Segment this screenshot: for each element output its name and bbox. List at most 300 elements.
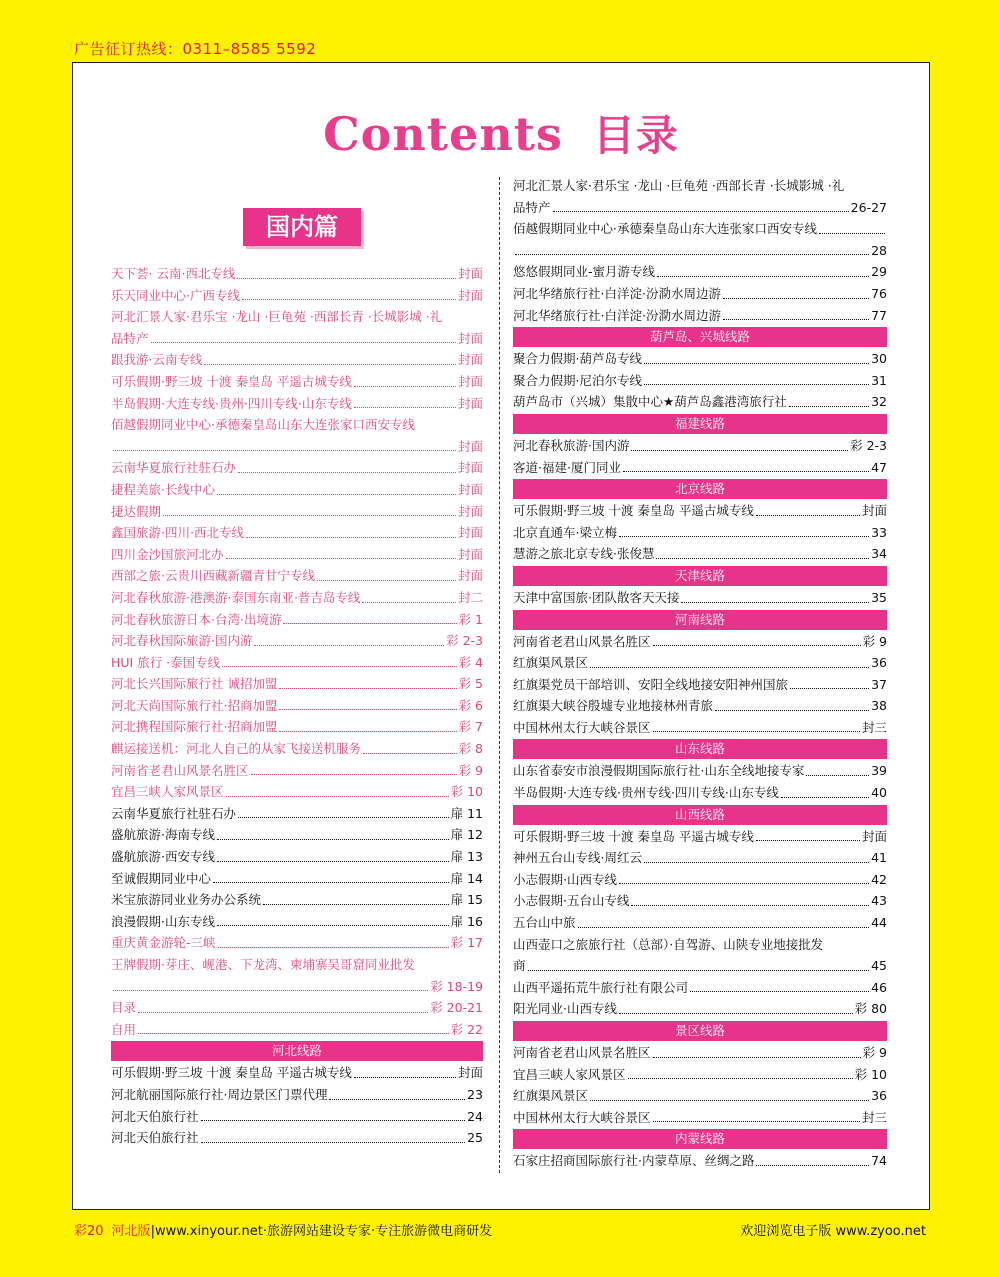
toc-entry[interactable] — [111, 716, 483, 738]
entry-page: 39 — [871, 763, 887, 779]
entry-title: 红旗渠风景区 — [513, 1088, 589, 1104]
entry-title: 宜昌三峡人家风景区 — [513, 1066, 626, 1082]
dot-leader — [354, 393, 456, 409]
entry-page: 彩 5 — [458, 676, 483, 692]
toc-entry[interactable] — [513, 998, 887, 1020]
toc-entry[interactable] — [513, 500, 887, 522]
toc-entry[interactable] — [513, 955, 887, 977]
route-band: 北京线路 — [513, 479, 887, 499]
toc-entry[interactable] — [513, 890, 887, 912]
entry-title: 云南华夏旅行社驻石办 — [111, 460, 237, 476]
entry-title: 捷达假期 — [111, 503, 162, 519]
entry-page: 42 — [871, 871, 887, 887]
column-divider — [499, 177, 500, 1173]
entry-page: 33 — [871, 524, 887, 540]
dot-leader — [279, 695, 456, 711]
entry-title: 乐天同业中心·广西专线 — [111, 287, 240, 303]
ad-hotline: 广告征订热线：0311–8585 5592 — [74, 40, 317, 58]
left-column — [111, 263, 483, 1149]
dot-leader — [806, 760, 869, 776]
dot-leader — [362, 587, 456, 603]
dot-leader — [644, 370, 869, 386]
toc-entry[interactable] — [111, 436, 483, 458]
dot-leader — [201, 1106, 466, 1122]
route-band: 山东线路 — [513, 739, 887, 759]
route-band: 河南线路 — [513, 610, 887, 630]
toc-entry[interactable] — [513, 261, 887, 283]
entry-title: 河北携程国际旅行社·招商加盟 — [111, 719, 278, 735]
edition-label: 河北版 — [111, 1224, 151, 1239]
entry-title: 西部之旅·云贵川西藏新疆青甘宁专线 — [111, 568, 315, 584]
dot-leader — [515, 240, 869, 256]
dot-leader — [242, 285, 456, 301]
dot-leader — [317, 565, 456, 581]
entry-title: 自用 — [111, 1021, 137, 1037]
route-band: 内蒙线路 — [513, 1129, 887, 1149]
dot-leader — [619, 522, 869, 538]
entry-title: 河北春秋旅游·港澳游·泰国东南亚·普吉岛专线 — [111, 589, 361, 605]
entry-title: 宜昌三峡人家风景区 — [111, 784, 224, 800]
toc-entry[interactable] — [111, 932, 483, 954]
entry-title: 麒运接送机：河北人自己的从家飞接送机服务 — [111, 741, 362, 757]
entry-title: 河北天伯旅行社 — [111, 1108, 199, 1124]
dot-leader — [653, 631, 861, 647]
entry-page: 彩 80 — [854, 1001, 887, 1017]
entry-title: 河南省老君山风景名胜区 — [513, 1045, 651, 1060]
toc-entry[interactable] — [513, 847, 887, 869]
dot-leader — [756, 1150, 869, 1166]
dot-leader — [781, 782, 869, 798]
toc-entry[interactable] — [513, 977, 887, 999]
entry-page: 封面 — [457, 525, 483, 541]
entry-title: 山东省泰安市浪漫假期国际旅行社·山东全线地接专家 — [513, 763, 805, 779]
toc-entry[interactable] — [111, 781, 483, 803]
dot-leader — [553, 197, 849, 213]
toc-entry[interactable] — [111, 997, 483, 1019]
entry-title: 河北长兴国际旅行社 诚招加盟 — [111, 676, 278, 692]
toc-entry[interactable] — [513, 695, 887, 717]
entry-title: 云南华夏旅行社驻石办 — [111, 805, 237, 821]
entry-page: 封面 — [457, 438, 483, 454]
entry-page: 36 — [871, 1088, 887, 1104]
toc-entry[interactable] — [111, 976, 483, 998]
entry-title: 聚合力假期·尼泊尔专线 — [513, 372, 642, 388]
entry-page: 封面 — [457, 287, 483, 303]
entry-page: 彩 2-3 — [850, 437, 887, 453]
toc-entry[interactable] — [513, 197, 887, 219]
entry-page: 封面 — [457, 395, 483, 411]
dot-leader — [246, 522, 456, 538]
toc-entry[interactable] — [513, 631, 887, 653]
toc-entry[interactable] — [513, 826, 887, 848]
dot-leader — [631, 890, 869, 906]
dot-leader — [628, 1064, 853, 1080]
toc-entry[interactable] — [513, 782, 887, 804]
entry-title: 品特产 — [111, 330, 149, 346]
toc-entry[interactable] — [111, 1127, 483, 1149]
dot-leader — [631, 435, 848, 451]
dot-leader — [723, 283, 869, 299]
entry-title: 半岛假期·大连专线·贵州·四川专线·山东专线 — [111, 395, 352, 411]
entry-title: 石家庄招商国际旅行社·内蒙草原、丝绸之路 — [513, 1153, 755, 1169]
toc-entry[interactable] — [111, 522, 483, 544]
entry-page: 封面 — [861, 828, 887, 844]
dot-leader — [715, 695, 869, 711]
toc-entry[interactable] — [513, 522, 887, 544]
entry-page: 76 — [871, 285, 887, 301]
dot-leader — [283, 609, 456, 625]
section-domestic-tag: 国内篇 — [243, 208, 361, 246]
entry-title: 重庆黄金游轮-三峡 — [111, 935, 216, 951]
entry-page: 34 — [871, 546, 887, 562]
toc-entry[interactable] — [111, 371, 483, 393]
dot-leader — [656, 543, 869, 559]
entry-title: 河北汇景人家·君乐宝 ·龙山 ·巨龟苑 ·西部长青 ·长城影城 ·礼 — [513, 178, 845, 193]
entry-page: 40 — [871, 785, 887, 801]
dot-leader — [201, 1127, 466, 1143]
entry-page: 26-27 — [850, 199, 887, 215]
entry-page: 彩 10 — [854, 1066, 887, 1082]
dot-leader — [653, 1042, 861, 1058]
entry-title: 河北天尚国际旅行社·招商加盟 — [111, 697, 278, 713]
entry-title: 河南省老君山风景名胜区 — [513, 633, 651, 649]
toc-entry[interactable] — [111, 587, 483, 609]
toc-entry[interactable] — [513, 175, 887, 197]
entry-page: 扉 15 — [450, 892, 483, 908]
entry-title: 悠悠假期同业-蜜月游专线 — [513, 264, 656, 280]
entry-page: 77 — [871, 307, 887, 323]
toc-entry[interactable] — [111, 760, 483, 782]
entry-title: 可乐假期·野三坡 十渡 秦皇岛 平遥古城专线 — [111, 1065, 352, 1081]
dot-leader — [329, 1084, 465, 1100]
toc-entry[interactable] — [111, 673, 483, 695]
entry-title: 米宝旅游同业业务办公系统 — [111, 892, 262, 908]
toc-entry[interactable] — [513, 674, 887, 696]
dot-leader — [238, 803, 449, 819]
toc-entry[interactable] — [111, 652, 483, 674]
toc-entry[interactable] — [111, 479, 483, 501]
entry-title: 盛航旅游·海南专线 — [111, 827, 215, 843]
dot-leader — [217, 846, 449, 862]
entry-page: 46 — [871, 979, 887, 995]
toc-entry[interactable] — [513, 457, 887, 479]
dot-leader — [138, 1019, 449, 1035]
dot-leader — [113, 436, 456, 452]
toc-entry[interactable] — [513, 1085, 887, 1107]
route-band: 天津线路 — [513, 566, 887, 586]
entry-page: 扉 16 — [450, 913, 483, 929]
toc-entry[interactable] — [111, 328, 483, 350]
dot-leader — [644, 348, 869, 364]
toc-entry[interactable] — [111, 349, 483, 371]
entry-title: 商 — [513, 958, 526, 974]
toc-entry[interactable] — [111, 285, 483, 307]
dot-leader — [279, 716, 456, 732]
dot-leader — [528, 955, 870, 971]
entry-page: 74 — [871, 1153, 887, 1169]
dot-leader — [578, 912, 870, 928]
entry-title: 捷程美旅·长线中心 — [111, 481, 215, 497]
entry-page: 彩 6 — [458, 697, 483, 713]
entry-page: 封面 — [457, 352, 483, 368]
entry-page: 35 — [871, 589, 887, 605]
dot-leader — [237, 263, 456, 279]
entry-page: 41 — [871, 850, 887, 866]
entry-title: 红旗渠风景区 — [513, 655, 589, 671]
dot-leader — [163, 501, 456, 517]
dot-leader — [279, 673, 456, 689]
entry-title: 聚合力假期·葫芦岛专线 — [513, 351, 642, 367]
dot-leader — [644, 847, 869, 863]
toc-entry[interactable] — [111, 803, 483, 825]
entry-page: 彩 4 — [458, 654, 483, 670]
entry-page: 封面 — [457, 330, 483, 346]
entry-title: 四川金沙国旅河北办 — [111, 546, 224, 562]
entry-page: 封面 — [457, 373, 483, 389]
entry-title: 盛航旅游·西安专线 — [111, 849, 215, 865]
entry-title: HUI 旅行 ·泰国专线 — [111, 654, 221, 670]
dot-leader — [217, 479, 456, 495]
entry-page: 31 — [871, 372, 887, 388]
dot-leader — [690, 977, 869, 993]
website-line[interactable]: |www.xinyour.net·旅游网站建设专家·专注旅游微电商研发 — [150, 1224, 493, 1239]
entry-page: 45 — [871, 958, 887, 974]
dot-leader — [653, 1107, 860, 1123]
dot-leader — [723, 305, 869, 321]
dot-leader — [226, 781, 449, 797]
toc-entry[interactable] — [513, 652, 887, 674]
toc-entry[interactable] — [513, 218, 887, 240]
entry-page: 扉 11 — [450, 805, 483, 821]
entry-title: 可乐假期·野三坡 十渡 秦皇岛 平遥古城专线 — [513, 828, 754, 844]
entry-title: 河北华绪旅行社·白洋淀·汾泐水周边游 — [513, 307, 721, 323]
page-number: 彩20 — [74, 1224, 104, 1239]
dot-leader — [213, 868, 449, 884]
toc-entry[interactable] — [513, 717, 887, 739]
entry-page: 44 — [871, 915, 887, 931]
entry-page: 彩 2-3 — [446, 633, 483, 649]
entry-title: 半岛假期·大连专线·贵州专线·四川专线·山东专线 — [513, 785, 779, 801]
dot-leader — [151, 328, 456, 344]
dot-leader — [363, 738, 457, 754]
dot-leader — [756, 826, 860, 842]
toc-entry[interactable] — [111, 263, 483, 285]
dot-leader — [251, 760, 457, 776]
entry-page: 封面 — [457, 568, 483, 584]
dot-leader — [354, 1062, 456, 1078]
entry-title: 阳光同业·山西专线 — [513, 1001, 617, 1017]
toc-entry[interactable] — [513, 760, 887, 782]
toc-entry[interactable] — [513, 869, 887, 891]
dot-leader — [623, 457, 869, 473]
toc-entry[interactable] — [513, 305, 887, 327]
toc-entry[interactable] — [111, 695, 483, 717]
dot-leader — [263, 889, 449, 905]
toc-entry[interactable] — [111, 1084, 483, 1106]
entry-page: 封三 — [861, 1109, 887, 1125]
entry-title: 河北春秋旅游日本·台湾·出境游 — [111, 611, 282, 627]
toc-entry[interactable] — [513, 435, 887, 457]
entry-page: 封面 — [457, 481, 483, 497]
entry-title: 可乐假期·野三坡 十渡 秦皇岛 平遥古城专线 — [513, 503, 754, 519]
entry-title: 葫芦岛市（兴城）集散中心★葫芦岛鑫港湾旅行社 — [513, 394, 787, 410]
dot-leader — [619, 869, 869, 885]
toc-entry[interactable] — [513, 1064, 887, 1086]
dot-leader — [254, 630, 444, 646]
entry-title: 河北华绪旅行社·白洋淀·汾泐水周边游 — [513, 285, 721, 301]
toc-entry[interactable] — [111, 824, 483, 846]
toc-entry[interactable] — [513, 348, 887, 370]
entry-title: 河北春秋国际旅游·国内游 — [111, 633, 253, 649]
entry-page: 封面 — [457, 546, 483, 562]
entry-title: 天下荟· 云南·西北专线 — [111, 266, 236, 281]
toc-entry[interactable] — [111, 306, 483, 328]
entry-page: 30 — [871, 351, 887, 367]
entry-page: 彩 9 — [458, 762, 483, 778]
entry-title: 中国林州太行大峡谷景区 — [513, 719, 651, 735]
entry-page: 38 — [871, 698, 887, 714]
entry-page: 彩 1 — [458, 611, 483, 627]
entry-page: 封二 — [457, 589, 483, 605]
dot-leader — [218, 932, 449, 948]
dot-leader — [204, 349, 456, 365]
entry-title: 王牌假期·芽庄、岘港、下龙湾、柬埔寨吴哥窟同业批发 — [111, 957, 415, 972]
toc-entry[interactable] — [111, 609, 483, 631]
entry-page: 43 — [871, 893, 887, 909]
route-band: 山西线路 — [513, 805, 887, 825]
toc-entry[interactable] — [111, 1019, 483, 1041]
dot-leader — [226, 544, 456, 560]
toc-entry[interactable] — [513, 587, 887, 609]
entry-title: 河北春秋旅游·国内游 — [513, 437, 630, 453]
entry-page: 彩 18-19 — [430, 978, 483, 994]
toc-entry[interactable] — [111, 501, 483, 523]
dot-leader — [819, 218, 885, 234]
entry-page: 封面 — [457, 1065, 483, 1081]
entry-title: 小志假期·五台山专线 — [513, 893, 630, 909]
entry-title: 河北航丽国际旅行社·周边景区门票代理 — [111, 1086, 328, 1102]
right-column — [513, 175, 887, 1172]
title-english: Contents — [323, 107, 563, 161]
entry-title: 至诚假期同业中心 — [111, 870, 212, 886]
toc-entry[interactable] — [513, 240, 887, 262]
entry-title: 跟我游·云南专线 — [111, 352, 203, 368]
toc-entry[interactable] — [111, 911, 483, 933]
entry-page: 24 — [467, 1108, 483, 1124]
entry-page: 彩 17 — [450, 935, 483, 951]
toc-entry[interactable] — [111, 889, 483, 911]
entry-page: 封面 — [457, 460, 483, 476]
toc-entry[interactable] — [111, 738, 483, 760]
dot-leader — [590, 652, 869, 668]
entry-page: 封面 — [457, 266, 483, 281]
toc-entry[interactable] — [513, 543, 887, 565]
route-band: 福建线路 — [513, 414, 887, 434]
dot-leader — [590, 1085, 869, 1101]
entry-title: 山西平遥拓荒牛旅行社有限公司 — [513, 979, 689, 995]
entry-title: 佰越假期同业中心·承德秦皇岛山东大连张家口西安专线 — [513, 221, 817, 237]
dot-leader — [222, 652, 456, 668]
title-chinese: 目录 — [592, 111, 679, 160]
toc-entry[interactable] — [111, 414, 483, 436]
toc-entry[interactable] — [513, 391, 887, 413]
entry-page: 扉 12 — [450, 827, 483, 843]
toc-entry[interactable] — [513, 934, 887, 956]
page-title — [73, 103, 929, 163]
dot-leader — [790, 674, 869, 690]
entry-page: 47 — [871, 459, 887, 475]
entry-page: 封面 — [861, 503, 887, 519]
toc-entry[interactable] — [513, 1107, 887, 1129]
entry-page: 扉 13 — [450, 849, 483, 865]
entry-title: 神州五台山专线·周红云 — [513, 850, 642, 866]
dot-leader — [354, 371, 456, 387]
toc-entry[interactable] — [111, 1062, 483, 1084]
dot-leader — [653, 717, 860, 733]
toc-entry[interactable] — [111, 457, 483, 479]
entry-page: 29 — [871, 264, 887, 280]
entry-title: 小志假期·山西专线 — [513, 871, 617, 887]
entry-title: 五台山中旅 — [513, 915, 576, 931]
entry-page: 25 — [467, 1130, 483, 1146]
entry-page: 彩 10 — [450, 784, 483, 800]
entry-title: 北京直通车·梁立梅 — [513, 524, 617, 540]
dot-leader — [217, 911, 449, 927]
toc-entry[interactable] — [513, 1042, 887, 1064]
entry-title: 鑫国旅游·四川·西北专线 — [111, 525, 244, 541]
toc-entry[interactable] — [513, 283, 887, 305]
entry-page: 32 — [871, 394, 887, 410]
footer-right[interactable]: 欢迎浏览电子版 www.zyoo.net — [740, 1224, 926, 1239]
entry-title: 中国林州太行大峡谷景区 — [513, 1109, 651, 1125]
entry-title: 品特产 — [513, 199, 551, 215]
footer-left — [74, 1220, 492, 1239]
toc-entry[interactable] — [111, 630, 483, 652]
toc-entry[interactable] — [513, 912, 887, 934]
toc-entry[interactable] — [513, 370, 887, 392]
entry-title: 河北汇景人家·君乐宝 ·龙山 ·巨龟苑 ·西部长青 ·长城影城 ·礼 — [111, 309, 443, 325]
entry-page: 28 — [871, 242, 887, 258]
toc-entry[interactable] — [513, 1150, 887, 1172]
dot-leader — [113, 976, 428, 992]
toc-entry[interactable] — [111, 846, 483, 868]
toc-entry[interactable] — [111, 544, 483, 566]
dot-leader — [681, 587, 869, 603]
toc-entry[interactable] — [111, 954, 483, 976]
entry-page: 封面 — [457, 503, 483, 519]
contents-page — [72, 62, 930, 1210]
route-band: 河北线路 — [111, 1041, 483, 1061]
entry-title: 河北天伯旅行社 — [111, 1130, 199, 1146]
dot-leader — [619, 998, 853, 1014]
dot-leader — [756, 500, 860, 516]
entry-page: 封三 — [861, 719, 887, 735]
entry-page: 36 — [871, 655, 887, 671]
entry-page: 扉 14 — [450, 870, 483, 886]
entry-page: 彩 8 — [458, 741, 483, 757]
toc-entry[interactable] — [111, 393, 483, 415]
entry-page: 彩 20-21 — [430, 1000, 483, 1016]
toc-entry[interactable] — [111, 565, 483, 587]
entry-page: 彩 7 — [458, 719, 483, 735]
entry-page: 彩 9 — [862, 1045, 887, 1060]
route-band: 葫芦岛、兴城线路 — [513, 327, 887, 347]
toc-entry[interactable] — [111, 1106, 483, 1128]
toc-entry[interactable] — [111, 868, 483, 890]
entry-page: 23 — [467, 1086, 483, 1102]
dot-leader — [217, 824, 449, 840]
entry-title: 红旗渠大峡谷殷墟专业地接林州青旅 — [513, 698, 714, 714]
